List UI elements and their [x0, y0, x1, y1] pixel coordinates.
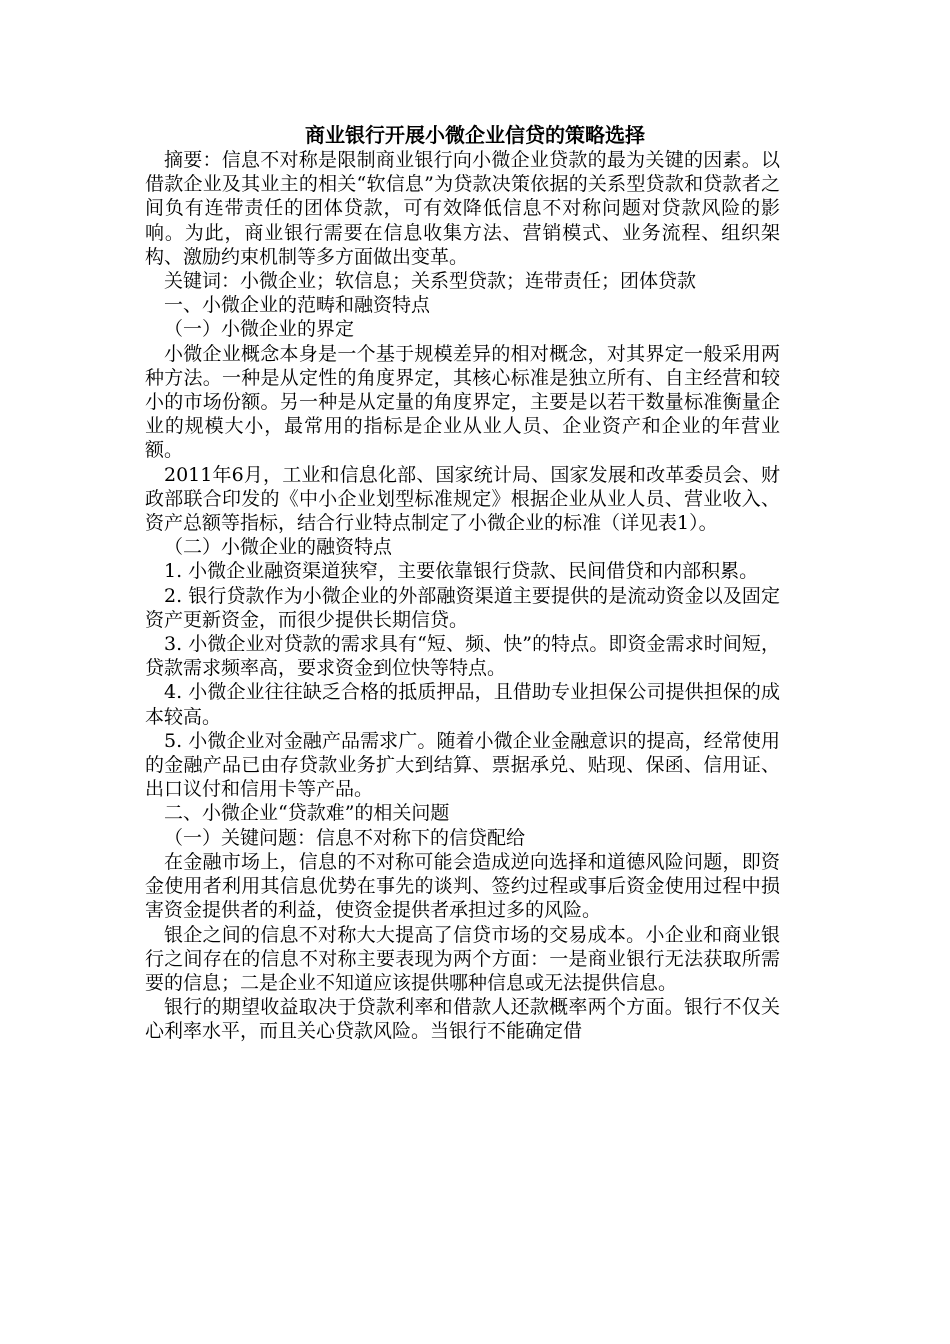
list-item: 5. 小微企业对金融产品需求广。随着小微企业金融意识的提高，经常使用的金融产品已由存贷款业务扩大到结算、票据承兑、贴现、保函、信用证、出口议付和信用卡等产品。 [145, 729, 780, 801]
section-heading-1: 一、小微企业的范畴和融资特点 [164, 294, 431, 317]
list-item: 1. 小微企业融资渠道狭窄，主要依靠银行贷款、民间借贷和内部积累。 [164, 560, 759, 583]
body-paragraph: 银企之间的信息不对称大大提高了信贷市场的交易成本。小企业和商业银行之间存在的信息不对称主要表现为两个方面：一是商业银行无法获取所需要的信息；二是企业不知道应该提供哪种信息或无法提供信息。 [145, 923, 780, 994]
body-paragraph: 在金融市场上，信息的不对称可能会造成逆向选择和道德风险问题，即资金使用者利用其信息优势在事先的谈判、签约过程或事后资金使用过程中损害资金提供者的利益，使资金提供者承担过多的风险。 [145, 850, 780, 922]
document-title: 商业银行开展小微企业信贷的策略选择 [305, 123, 645, 147]
list-item: 4. 小微企业往往缺乏合格的抵质押品，且借助专业担保公司提供担保的成本较高。 [145, 681, 780, 728]
subsection-heading-1-2: （二）小微企业的融资特点 [164, 536, 393, 559]
subsection-heading-1-1: （一）小微企业的界定 [164, 318, 355, 341]
body-paragraph: 银行的期望收益取决于贷款利率和借款人还款概率两个方面。银行不仅关心利率水平，而且关心贷款风险。当银行不能确定借 [145, 996, 780, 1043]
keywords-paragraph: 关键词：小微企业；软信息；关系型贷款；连带责任；团体贷款 [164, 270, 697, 293]
list-item: 2. 银行贷款作为小微企业的外部融资渠道主要提供的是流动资金以及固定资产更新资金，而很少提供长期信贷。 [145, 584, 780, 631]
body-paragraph: 小微企业概念本身是一个基于规模差异的相对概念，对其界定一般采用两种方法。一种是从定性的角度界定，其核心标准是独立所有、自主经营和较小的市场份额。另一种是从定量的角度界定，主要是以若干数量标准衡量企业的规模大小，最常用的指标是企业从业人员、企业资产和企业的年营业额。 [145, 342, 780, 462]
abstract-paragraph: 摘要：信息不对称是限制商业银行向小微企业贷款的最为关键的因素。以借款企业及其业主的相关“软信息”为贷款决策依据的关系型贷款和贷款者之间负有连带责任的团体贷款，可有效降低信息不对称问题对贷款风险的影响。为此，商业银行需要在信息收集方法、营销模式、业务流程、组织架构、激励约束机制等多方面做出变革。 [145, 149, 780, 268]
subsection-heading-2-1: （一）关键问题：信息不对称下的信贷配给 [164, 826, 526, 849]
list-item: 3. 小微企业对贷款的需求具有“短、频、快”的特点。即资金需求时间短，贷款需求频率高，要求资金到位快等特点。 [145, 633, 780, 680]
document-body [145, 148, 780, 1044]
body-paragraph: 2011年6月，工业和信息化部、国家统计局、国家发展和改革委员会、财政部联合印发的《中小企业划型标准规定》根据企业从业人员、营业收入、资产总额等指标，结合行业特点制定了小微企业的标准（详见表1）。 [145, 463, 780, 535]
section-heading-2: 二、小微企业“贷款难”的相关问题 [164, 802, 450, 825]
